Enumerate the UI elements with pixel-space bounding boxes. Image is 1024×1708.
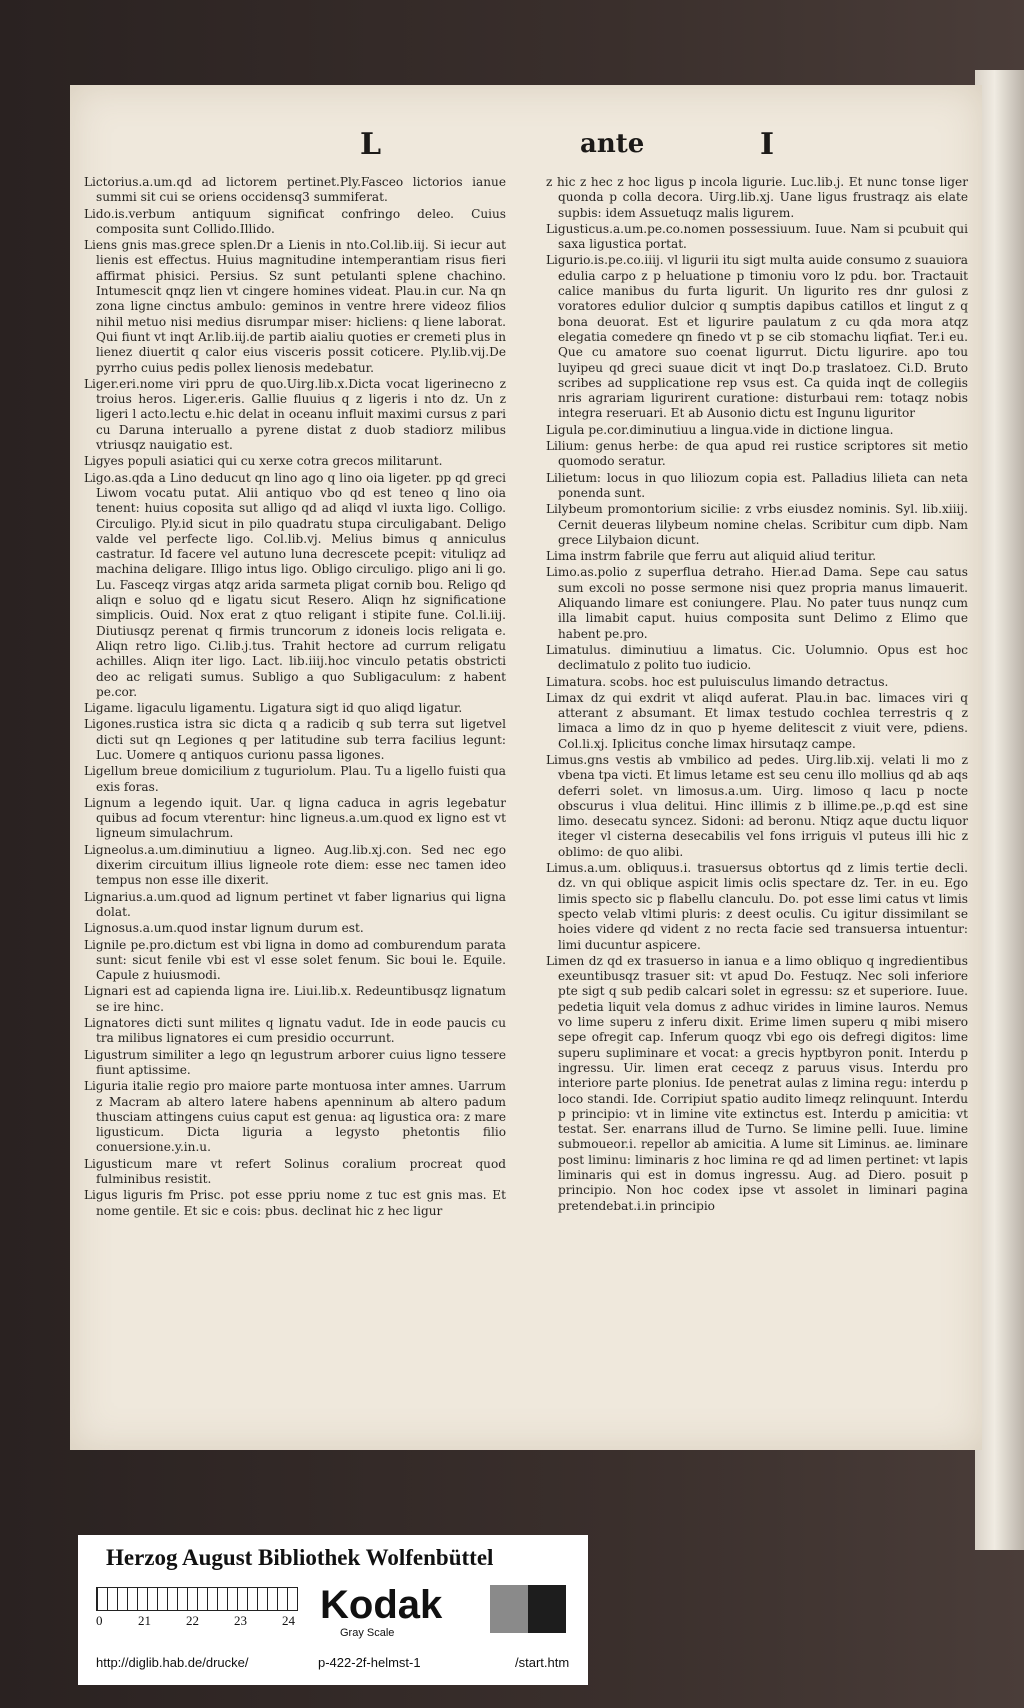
dictionary-entry: Liger.eri.nome viri ppru de quo.Uirg.lib.x.Dicta vocat ligerinecno z troius heros. Liger.eris. Gallie fluuius q z ligeris i nto dz. Un z ligeri l acto.lectu e.hic delat in oceanu influit maximi cursus z pari cu Daruna interuallo a pyrene distat z duob stadiorz milibus vtriusqz nauigatio est. [84, 376, 506, 453]
dictionary-entry: Limo.as.polio z superflua detraho. Hier.ad Dama. Sepe cau satus sum excoli no posse sermone nisi quez propria manus limauerit. Aliquando limare est coniungere. Plau. No pater tuus nunqz cum illa limabit caput. huius composita sunt Delimo z Elimo que habent pe.pro. [546, 565, 968, 641]
dictionary-entry: Ligyes populi asiatici qui cu xerxe cotra grecos militarunt. [84, 454, 443, 469]
library-url: http://diglib.hab.de/drucke/ [96, 1655, 249, 1670]
dictionary-entry: Lilietum: locus in quo liliozum copia est. Palladius lilieta can neta ponenda sunt. [546, 470, 968, 500]
dictionary-entry: Lido.is.verbum antiquum significat confringo deleo. Cuius composita sunt Collido.Illido. [84, 206, 506, 236]
dictionary-entry: Ligustrum similiter a lego qn legustrum arborer cuius ligno tessere fiunt aptissime. [84, 1047, 506, 1077]
dictionary-entry: Lilybeum promontorium sicilie: z vrbs eiusdez nominis. Syl. lib.xiiij. Cernit deueras lilybeum nomine chelas. Scribitur cum dipb. Nam grece Lilybaion dicunt. [546, 502, 968, 547]
dictionary-entry: Lignatores dicti sunt milites q lignatu vadut. Ide in eode paucis cu tra milibus lignatores ei cum presidio occurrunt. [84, 1016, 506, 1046]
black-swatch [528, 1585, 566, 1633]
dictionary-entry: Lignosus.a.um.quod instar lignum durum est. [84, 921, 364, 936]
gray-swatch [490, 1585, 528, 1633]
ruler-number: 23 [234, 1613, 247, 1628]
dictionary-entry: Ligones.rustica istra sic dicta q a radicib q sub terra sut ligetvel dicti sut qn Legiones q per latitudine sub terra facilius legunt: Luc. Uomere q antiquos curionu passa ligones. [84, 717, 506, 762]
dictionary-entry: Ligo.as.qda a Lino deducut qn lino ago q lino oia ligeter. pp qd greci Liwom vocatu putat. Alii antiquo vbo qd est teneo q lino oia tenent: huius coposita sut alligo qd ad aliqd vl iuxta ligo. Colligo. Circuligo. Ply.id sicut in pilo quadratu stupa circuligabant. Deligo valde vel perfecte ligo. Col.lib.vj. Melius bimus q anniculus castratur. Id facere vel autuno luna decrescete pcepit: vituliqz ad machina deligare. Illigo intus ligo. Obligo circuligo. pligo ani li go. Lu. Fasceqz virgas atqz arida sarmeta pligat cornib bou. Religo qd aliqn e soluo qd e ligatu sicut Resero. Aliqn hz significatione simplicis. Ouid. Nox erat z qtuo religant i stipite fune. Col.li.iij. Diutiusqz perenat q firmis truncorum z idoneis locis religata e. Aliqn retro ligo. Ci.lib.j.tus. Trahit hectore ad currum religatu achilles. Aliqn iter ligo. Lact. lib.iiij.hoc vinculo petatis obstricti deo ac religati sumus. Subligo a quo Subligaculum: z habent pe.cor. [84, 470, 506, 699]
dictionary-entry: Ligurio.is.pe.co.iiij. vl ligurii itu sigt multa auide consumo z suauiora edulia carpo z p heluatione p timoniu voro lz pdu. bor. Tractauit calice manibus du furta ligurit. Un ligurito res dnr gulosi z voratores edulior dulcior q sumptis dapibus catillos et lingut z q bona deuorat. Est et ligurire paulatum z cu qda mora atqz elegatia comedere qn finedo vt p se cib stomachu liqfiat. Ter.i eu. Que cu amatore suo coenat ligurrut. Dictu ligurire. apo tou luyipeu qd greci suaue dicit vt inqt Do.p traslatoez. Ci.D. Bruto scribes ad supplicatione rep vsus est. Ca quida inqt de collegiis nris agrariam ligurirent curatione: disturbaui rem: totaqz nobis integra reseruari. Et ab Ausonio dictu est Ingunu liguritor [546, 253, 968, 421]
right-text-column [546, 175, 968, 1425]
ruler-number: 24 [282, 1613, 295, 1628]
dictionary-entry: Limus.a.um. obliquus.i. trasuersus obtortus qd z limis tertie decli. dz. vn qui oblique aspicit limis oclis spectare dz. Ter. in eu. Ego limis specto sic p flabellu clanculu. Do. pot esse limi catus vt limis specto velab vltimi pluris: z deest oculis. Cu igitur dissimilant se hoies videre qd vident z no recta facie sed transuersa intuentur: limi ducuntur aspicere. [546, 861, 968, 952]
dictionary-entry: Liguria italie regio pro maiore parte montuosa inter amnes. Uarrum z Macram ab altero latere habens apenninum ab altero padum thusciam attingens cuius caput est genua: aq ligustica ora: z mare ligusticum. Dicta liguria a legysto phetontis filio conuersione.y.in.u. [84, 1079, 506, 1155]
dictionary-entry: Limax dz qui exdrit vt aliqd auferat. Plau.in bac. limaces viri q atterant z absumant. Et limax testudo cochlea terrestris q z limaca a limo dz in quo p hyeme delitescit z viuit vere, pdiens. Col.li.xj. Iplicitus conche limax hirsutaqz campe. [546, 690, 968, 751]
left-text-column [84, 175, 506, 1425]
book-page [70, 85, 982, 1450]
library-name: Herzog August Bibliothek Wolfenbüttel [106, 1545, 494, 1570]
header-letter-left: L [360, 127, 382, 162]
dictionary-entry: Limen dz qd ex trasuerso in ianua e a limo obliquo q ingredientibus exeuntibusqz trasuer sit: vt apud Do. Festuqz. Nec soli inferiore pte sigt q sub pedib calcari solet in egressu: sz et superiore. Iuue. pedetia liquit vela domus z adhuc virides in limine lauros. Nemus vo lime superu z inferu dixit. Erime limen superu q mibi misero sepe ofregit cap. Inferum quoqz vbi ego ois defregi digitos: lime superu supliminare et vocat: a grecis hyptbyron ponit. Interdu p ingressu. Uir. limen erat ceceqz z paruus visus. Interdu pro interiore parte plonius. Ide penetrat aulas z limina regu: interdu p loco standi. Ide. Corripiut spatio audito limeqz relinquunt. Interdu p principio: vt in limine vite extinctus est. Interdu p amicitia: vt testat. Ser. enarrans illud de Turno. Se limine pelli. Iuue. limine submoueor.i. repellor ab amicitia. A lume sit Liminus. ae. liminare post liminu: liminaris z hoc limina re qd ad limen pertinet: vt lapis liminaris qui est in domus ingressu. Aug. ad Diero. posuit p principio. Non hoc codex ipse vt assolet in liminari pagina pretendebat.i.in principio [546, 953, 968, 1213]
ruler-numbers [96, 1613, 306, 1631]
dictionary-entry: Ligusticus.a.um.pe.co.nomen possessiuum. Iuue. Nam si pcubuit qui saxa ligustica portat. [546, 221, 968, 252]
dictionary-entry: Lignarius.a.um.quod ad lignum pertinet vt faber lignarius qui ligna dolat. [84, 889, 506, 919]
dictionary-entry: Limatulus. diminutiuu a limatus. Cic. Uolumnio. Opus est hoc declimatulo z polito tuo iudicio. [546, 642, 968, 673]
shelfmark: p-422-2f-helmst-1 [318, 1655, 421, 1670]
running-header [70, 127, 982, 167]
dictionary-entry: Limus.gns vestis ab vmbilico ad pedes. Uirg.lib.xij. velati li mo z vbena tpa victi. Et limus letame est seu cenu illo mollius qd ab aqs deferri solet. vn limosus.a.um. Uirg. limoso q lacu p nocte obscurus i vlua delitui. Hinc illimis z b illime.pe.,p.qd est sine limo. desecatu syncez. Sidoni: ad beronu. Ntiqz aque ductu liquor iteger vl cisterna desecabilis vel fons irriguis vl puteus illi hic z oblimo: de quo alibi. [546, 752, 968, 859]
dictionary-entry: Ligneolus.a.um.diminutiuu a ligneo. Aug.lib.xj.con. Sed nec ego dixerim circuitum illius ligneole rote diem: esse nec tamen ideo tempus non esse ille dixerit. [84, 842, 506, 888]
ruler-number: 21 [138, 1613, 151, 1628]
gray-scale-label: Gray Scale [340, 1627, 395, 1639]
start-page-path: /start.htm [515, 1655, 570, 1670]
dictionary-entry: Lignile pe.pro.dictum est vbi ligna in domo ad comburendum parata sunt: sicut fenile vbi est vl esse solet fenum. Sic boui le. Equile. Capule z huiusmodi. [84, 937, 506, 983]
ruler-number: 22 [186, 1613, 199, 1628]
dictionary-entry: Limatura. scobs. hoc est puluisculus limando detractus. [546, 674, 889, 689]
header-letter-right: I [760, 127, 775, 162]
dictionary-entry: Lignum a legendo iquit. Uar. q ligna caduca in agris legebatur quibus ad focum vterentur: hinc ligneus.a.um.quod ex ligno est vt ligneum simulachrum. [84, 795, 506, 841]
dictionary-entry: z hic z hec z hoc ligus p incola ligurie. Luc.lib.j. Et nunc tonse liger quonda p colla decora. Uirg.lib.xj. Uane ligus frustraqz ais elate supbis: idem Assuetuqz malis ligurem. [546, 175, 968, 220]
kodak-logo: Kodak [320, 1583, 443, 1627]
next-page-edge [975, 70, 1024, 1550]
dictionary-entry: Ligusticum mare vt refert Solinus coralium procreat quod fulminibus resistit. [84, 1156, 506, 1186]
dictionary-entry: Lignari est ad capienda ligna ire. Liui.lib.x. Redeuntibusqz lignatum se ire hinc. [84, 984, 506, 1014]
dictionary-entry: Ligula pe.cor.diminutiuu a lingua.vide in dictione lingua. [546, 422, 894, 437]
color-calibration-target [78, 1535, 588, 1685]
dictionary-entry: Liens gnis mas.grece splen.Dr a Lienis in nto.Col.lib.iij. Si iecur aut lienis est effectus. Huius magnitudine intemperantiam risus fieri affirmat phisici. Persius. Sz sunt petulanti splene chachino. Intumescit qnqz lien vt cingere homines videat. Plau.in cur. Na qn zona ligne cinctus ambulo: geminos in ventre hrere videoz filios nihil metuo nisi medius disrumpar miser: hicliens: q liene laborat. Qui fiunt vt inqt Ar.lib.iij.de partib aialiu quoties er cremeti plus in lienez diuertit q calor eius visceris possit coticere. Ply.lib.vij.De pyrrho cuius pedis pollex lienosis medebatur. [84, 238, 506, 375]
dictionary-entry: Ligus liguris fm Prisc. pot esse ppriu nome z tuc est gnis mas. Et nome gentile. Et sic e cois: pbus. declinat hic z hec ligur [84, 1188, 506, 1218]
dictionary-entry: Ligellum breue domicilium z tuguriolum. Plau. Tu a ligello fuisti qua exis foras. [84, 764, 506, 794]
dictionary-entry: Ligame. ligaculu ligamentu. Ligatura sigt id quo aliqd ligatur. [84, 701, 463, 716]
measurement-ruler [96, 1587, 298, 1611]
header-word: ante [580, 129, 645, 159]
ruler-number: 0 [96, 1613, 103, 1628]
dictionary-entry: Lictorius.a.um.qd ad lictorem pertinet.Ply.Fasceo lictorios ianue summi sit cui se oriens occidensq3 summiferat. [84, 175, 506, 205]
dictionary-entry: Lilium: genus herbe: de qua apud rei rustice scriptores sit metio quomodo seratur. [546, 439, 968, 469]
dictionary-entry: Lima instrm fabrile que ferru aut aliquid aliud teritur. [546, 549, 877, 564]
